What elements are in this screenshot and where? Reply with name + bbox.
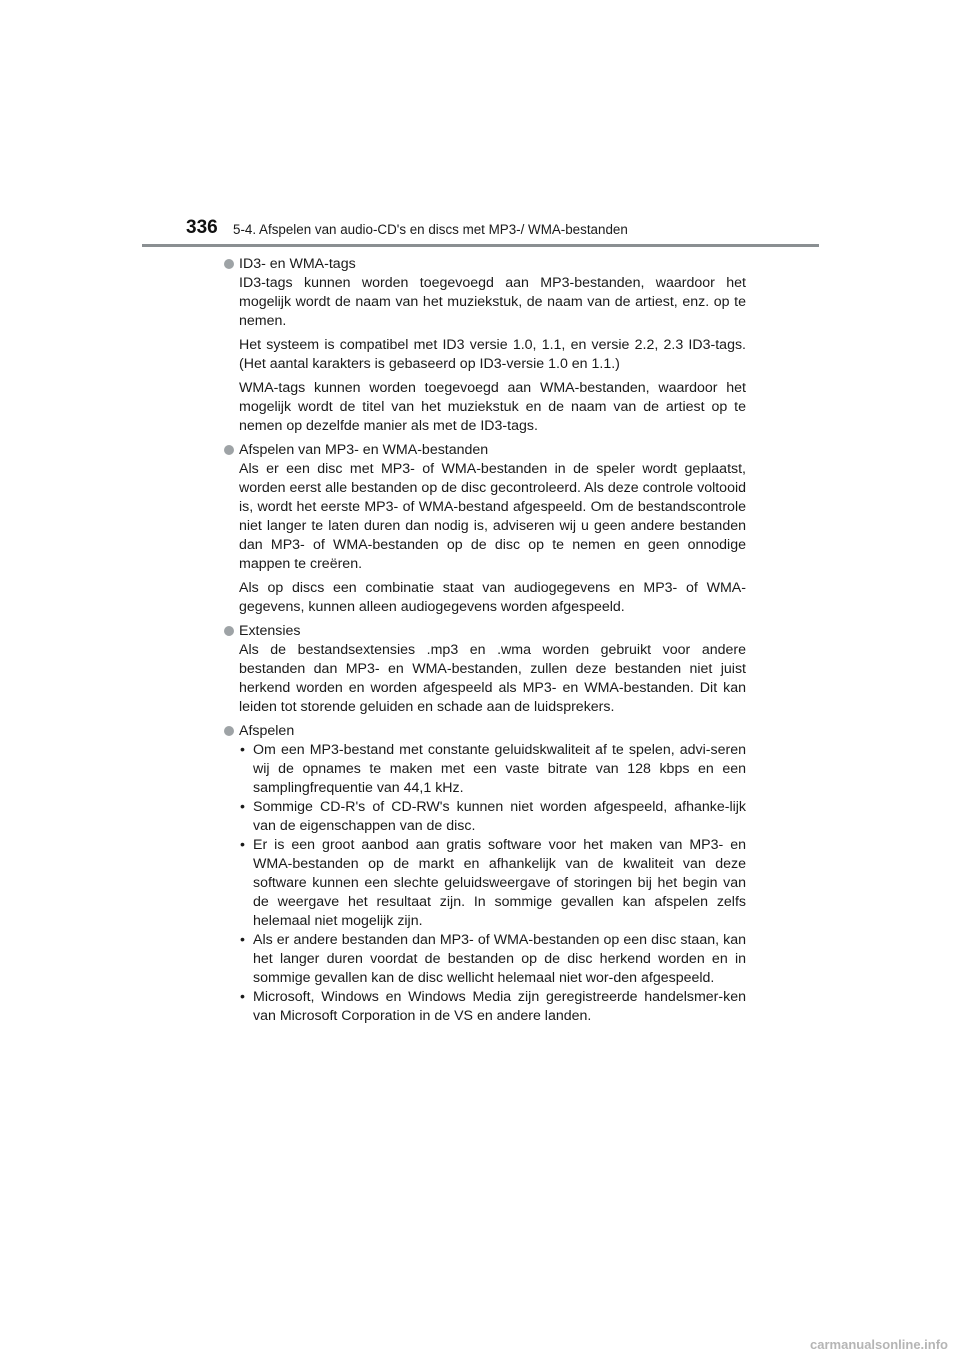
bullet-dot-icon [224,626,234,636]
list-bullet: • [240,989,245,1005]
section-title [222,255,746,274]
section-title [222,622,746,641]
header-rule [142,244,819,247]
bullet-dot-icon [224,259,234,269]
list-item [239,836,746,931]
list-item [239,741,746,798]
page-number: 336 [186,217,218,238]
list-bullet: • [240,799,245,815]
list-item [239,988,746,1026]
list-item [239,931,746,988]
section-afspelen-mp3-wma [222,441,746,617]
bullet-dot-icon [224,726,234,736]
list-item-text: Microsoft, Windows en Windows Media zijn geregistreerde handelsmer-ken van Microsoft Corporation in de VS en andere landen. [253,989,746,1024]
page-content [222,255,746,1031]
section-title-text: ID3- en WMA-tags [239,256,356,272]
watermark: carmanualsonline.info [810,1337,948,1352]
section-extensies [222,622,746,717]
list-item [239,798,746,836]
section-id3-wma-tags [222,255,746,436]
list-item-text: Als er andere bestanden dan MP3- of WMA-bestanden op een disc staan, kan het langer duren voordat de bestanden op de disc herkend worden en in sommige gevallen kan de disc wellicht helemaal niet wor-den afgespeeld. [253,932,746,986]
section-title [222,441,746,460]
running-head: 5-4. Afspelen van audio-CD's en discs met MP3-/ WMA-bestanden [233,222,628,237]
list-bullet: • [240,742,245,758]
paragraph: ID3-tags kunnen worden toegevoegd aan MP3-bestanden, waardoor het mogelijk wordt de naam van het muziekstuk, de naam van de artiest, enz. op te nemen. [239,275,746,329]
section-title-text: Afspelen [239,723,295,739]
paragraph: Het systeem is compatibel met ID3 versie 1.0, 1.1, en versie 2.2, 2.3 ID3-tags. (Het aantal karakters is gebaseerd op ID3-versie 1.0 en 1.1.) [239,337,746,372]
list-item-text: Er is een groot aanbod aan gratis software voor het maken van MP3- en WMA-bestanden op de markt en afhankelijk van de kwaliteit van deze software kunnen een slechte geluidsweergave of storingen bij het begin van de weergave het resultaat zijn. In sommige gevallen kan afspelen zelfs helemaal niet mogelijk zijn. [253,837,746,929]
page-header [0,0,960,250]
list-bullet: • [240,932,245,948]
section-title-text: Afspelen van MP3- en WMA-bestanden [239,442,489,458]
section-title-text: Extensies [239,623,301,639]
list-item-text: Sommige CD-R's of CD-RW's kunnen niet worden afgespeeld, afhanke-lijk van de eigenschappen van de disc. [253,799,746,834]
bullet-dot-icon [224,445,234,455]
section-afspelen [222,722,746,1026]
afspelen-list [239,741,746,1026]
list-item-text: Om een MP3-bestand met constante geluidskwaliteit af te spelen, advi-seren wij de opnames te maken met een vaste bitrate van 128 kbps en een samplingfrequentie van 44,1 kHz. [253,742,746,796]
list-bullet: • [240,837,245,853]
paragraph: Als op discs een combinatie staat van audiogegevens en MP3- of WMA-gegevens, kunnen alleen audiogegevens worden afgespeeld. [239,580,746,615]
paragraph: Als er een disc met MP3- of WMA-bestanden in de speler wordt geplaatst, worden eerst alle bestanden op de disc gecontroleerd. Als deze controle voltooid is, wordt het eerste MP3- of WMA-bestand afgespeeld. Om de bestandscontrole niet langer te laten duren dan nodig is, adviseren wij u geen andere bestanden dan MP3- of WMA-bestanden op de disc op te nemen en geen onnodige mappen te creëren. [239,461,746,572]
paragraph: Als de bestandsextensies .mp3 en .wma worden gebruikt voor andere bestanden dan MP3- en WMA-bestanden, zullen deze bestanden niet juist herkend worden en worden afgespeeld als MP3- en WMA-bestanden. Dit kan leiden tot storende geluiden en schade aan de luidsprekers. [239,642,746,715]
paragraph: WMA-tags kunnen worden toegevoegd aan WMA-bestanden, waardoor het mogelijk wordt de titel van het muziekstuk en de naam van de artiest op te nemen op dezelfde manier als met de ID3-tags. [239,380,746,434]
section-title [222,722,746,741]
